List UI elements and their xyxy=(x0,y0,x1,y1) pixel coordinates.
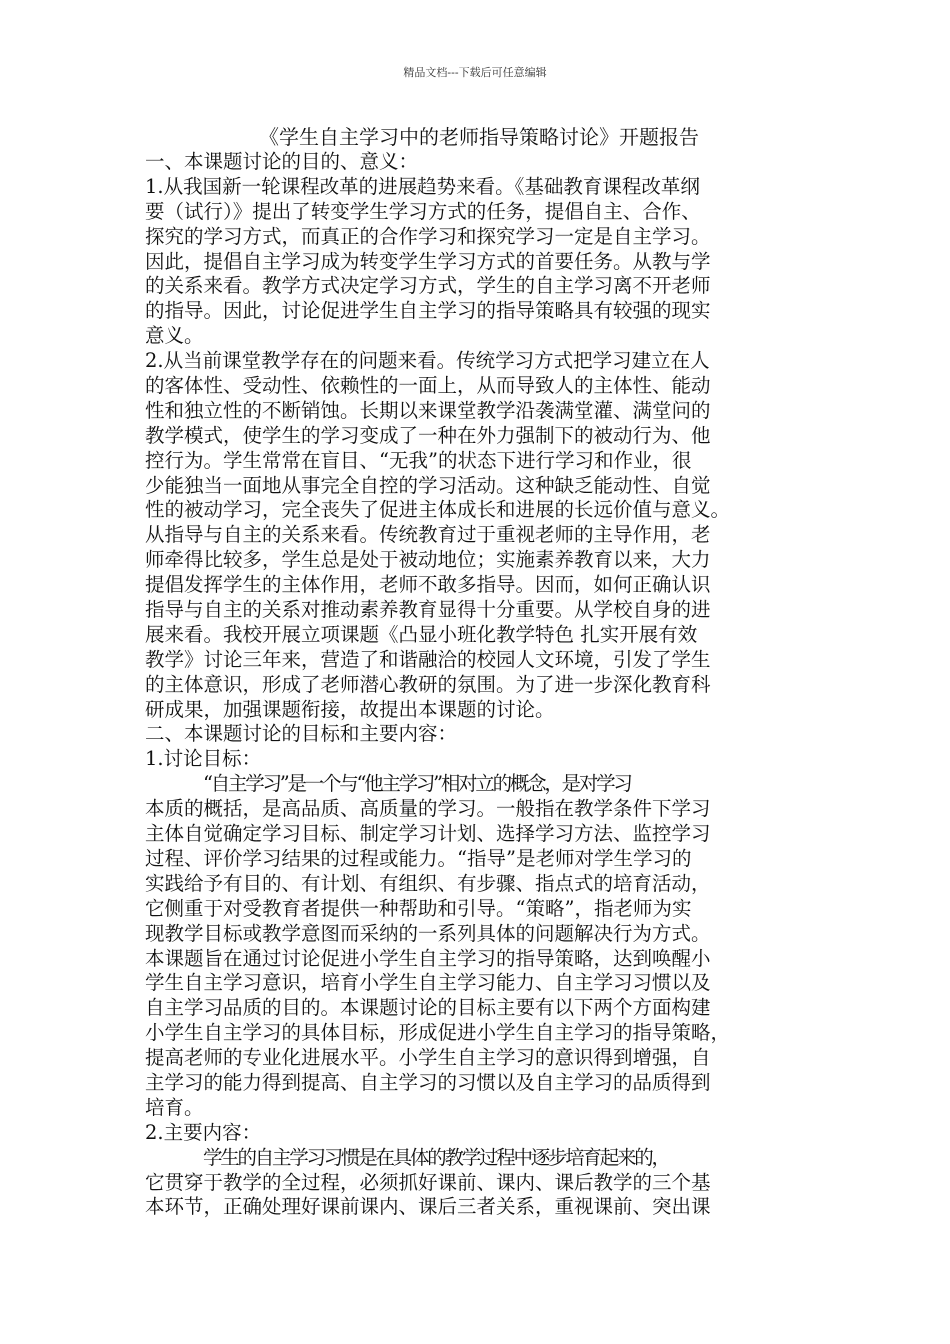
text-line: 它侧重于对受教育者提供一种帮助和引导。“策略”，指老师为实 xyxy=(145,896,692,920)
text-line: 1.讨论目标： xyxy=(145,747,262,771)
text-line: 小学生自主学习的具体目标，形成促进小学生自主学习的指导策略， xyxy=(145,1021,731,1045)
text-line: 的客体性、受动性、依赖性的一面上，从而导致人的主体性、能动 xyxy=(145,374,711,398)
text-line: 提高老师的专业化进展水平。小学生自主学习的意识得到增强，自 xyxy=(145,1046,711,1070)
text-line: 学生的自主学习习惯是在具体的教学过程中逐步培育起来的， xyxy=(203,1145,669,1169)
text-line: 展来看。我校开展立项课题《凸显小班化教学特色 扎实开展有效 xyxy=(145,622,698,646)
text-line: 2.主要内容： xyxy=(145,1120,262,1144)
text-line: 因此，提倡自主学习成为转变学生学习方式的首要任务。从教与学 xyxy=(145,249,711,273)
text-line: 主学习的能力得到提高、自主学习的习惯以及自主学习的品质得到 xyxy=(145,1070,711,1094)
text-line: 提倡发挥学生的主体作用，老师不敢多指导。因而，如何正确认识 xyxy=(145,573,711,597)
text-line: 实践给予有目的、有计划、有组织、有步骤、指点式的培育活动， xyxy=(145,871,711,895)
text-line: 性的被动学习，完全丧失了促进主体成长和进展的长远价值与意义。 xyxy=(145,498,731,522)
text-line: 二、本课题讨论的目标和主要内容： xyxy=(145,722,458,746)
watermark-header: 精品文档---下载后可任意编辑 xyxy=(403,66,547,79)
document-body xyxy=(145,124,813,1220)
text-line: 过程、评价学习结果的过程或能力。“指导”是老师对学生学习的 xyxy=(145,846,692,870)
text-line: 意义。 xyxy=(145,324,204,348)
text-line: 自主学习品质的目的。本课题讨论的目标主要有以下两个方面构建 xyxy=(145,996,711,1020)
text-line: “自主学习”是一个与“他主学习”相对立的概念，是对学习 xyxy=(203,772,631,796)
text-line: 它贯穿于教学的全过程，必须抓好课前、课内、课后教学的三个基 xyxy=(145,1170,711,1194)
text-line: 的关系来看。教学方式决定学习方式，学生的自主学习离不开老师 xyxy=(145,274,711,298)
text-line: 的指导。因此，讨论促进学生自主学习的指导策略具有较强的现实 xyxy=(145,299,711,323)
document-paragraphs xyxy=(145,150,813,1220)
text-line: 培育。 xyxy=(145,1095,204,1119)
text-line: 2.从当前课堂教学存在的问题来看。传统学习方式把学习建立在人 xyxy=(145,349,710,373)
text-line: 主体自觉确定学习目标、制定学习计划、选择学习方法、监控学习 xyxy=(145,822,711,846)
text-line: 性和独立性的不断销蚀。长期以来课堂教学沿袭满堂灌、满堂问的 xyxy=(145,398,711,422)
text-line: 研成果，加强课题衔接，故提出本课题的讨论。 xyxy=(145,697,555,721)
text-line: 1.从我国新一轮课程改革的进展趋势来看。《基础教育课程改革纲 xyxy=(145,174,700,198)
text-line: 要（试行）》提出了转变学生学习方式的任务，提倡自主、合作、 xyxy=(145,199,701,223)
text-line: 师牵得比较多，学生总是处于被动地位；实施素养教育以来，大力 xyxy=(145,548,711,572)
text-line: 本课题旨在通过讨论促进小学生自主学习的指导策略，达到唤醒小 xyxy=(145,946,711,970)
text-line: 从指导与自主的关系来看。传统教育过于重视老师的主导作用，老 xyxy=(145,523,711,547)
text-line: 探究的学习方式，而真正的合作学习和探究学习一定是自主学习。 xyxy=(145,224,711,248)
text-line: 的主体意识，形成了老师潜心教研的氛围。为了进一步深化教育科 xyxy=(145,672,711,696)
text-line: 学生自主学习意识，培育小学生自主学习能力、自主学习习惯以及 xyxy=(145,971,711,995)
text-line: 教学模式，使学生的学习变成了一种在外力强制下的被动行为、他 xyxy=(145,423,711,447)
text-line: 一、本课题讨论的目的、意义： xyxy=(145,150,419,173)
text-line: 本环节，正确处理好课前课内、课后三者关系，重视课前、突出课 xyxy=(145,1195,711,1219)
text-line: 教学》讨论三年来，营造了和谐融洽的校园人文环境，引发了学生 xyxy=(145,647,711,671)
text-line: 指导与自主的关系对推动素养教育显得十分重要。从学校自身的进 xyxy=(145,598,711,622)
document-title: 《学生自主学习中的老师指导策略讨论》开题报告 xyxy=(259,125,699,149)
text-line: 本质的概括，是高品质、高质量的学习。一般指在教学条件下学习 xyxy=(145,797,711,821)
text-line: 少能独当一面地从事完全自控的学习活动。这种缺乏能动性、自觉 xyxy=(145,473,711,497)
text-line: 现教学目标或教学意图而采纳的一系列具体的问题解决行为方式。 xyxy=(145,921,711,945)
text-line: 控行为。学生常常在盲目、“无我”的状态下进行学习和作业，很 xyxy=(145,448,692,472)
